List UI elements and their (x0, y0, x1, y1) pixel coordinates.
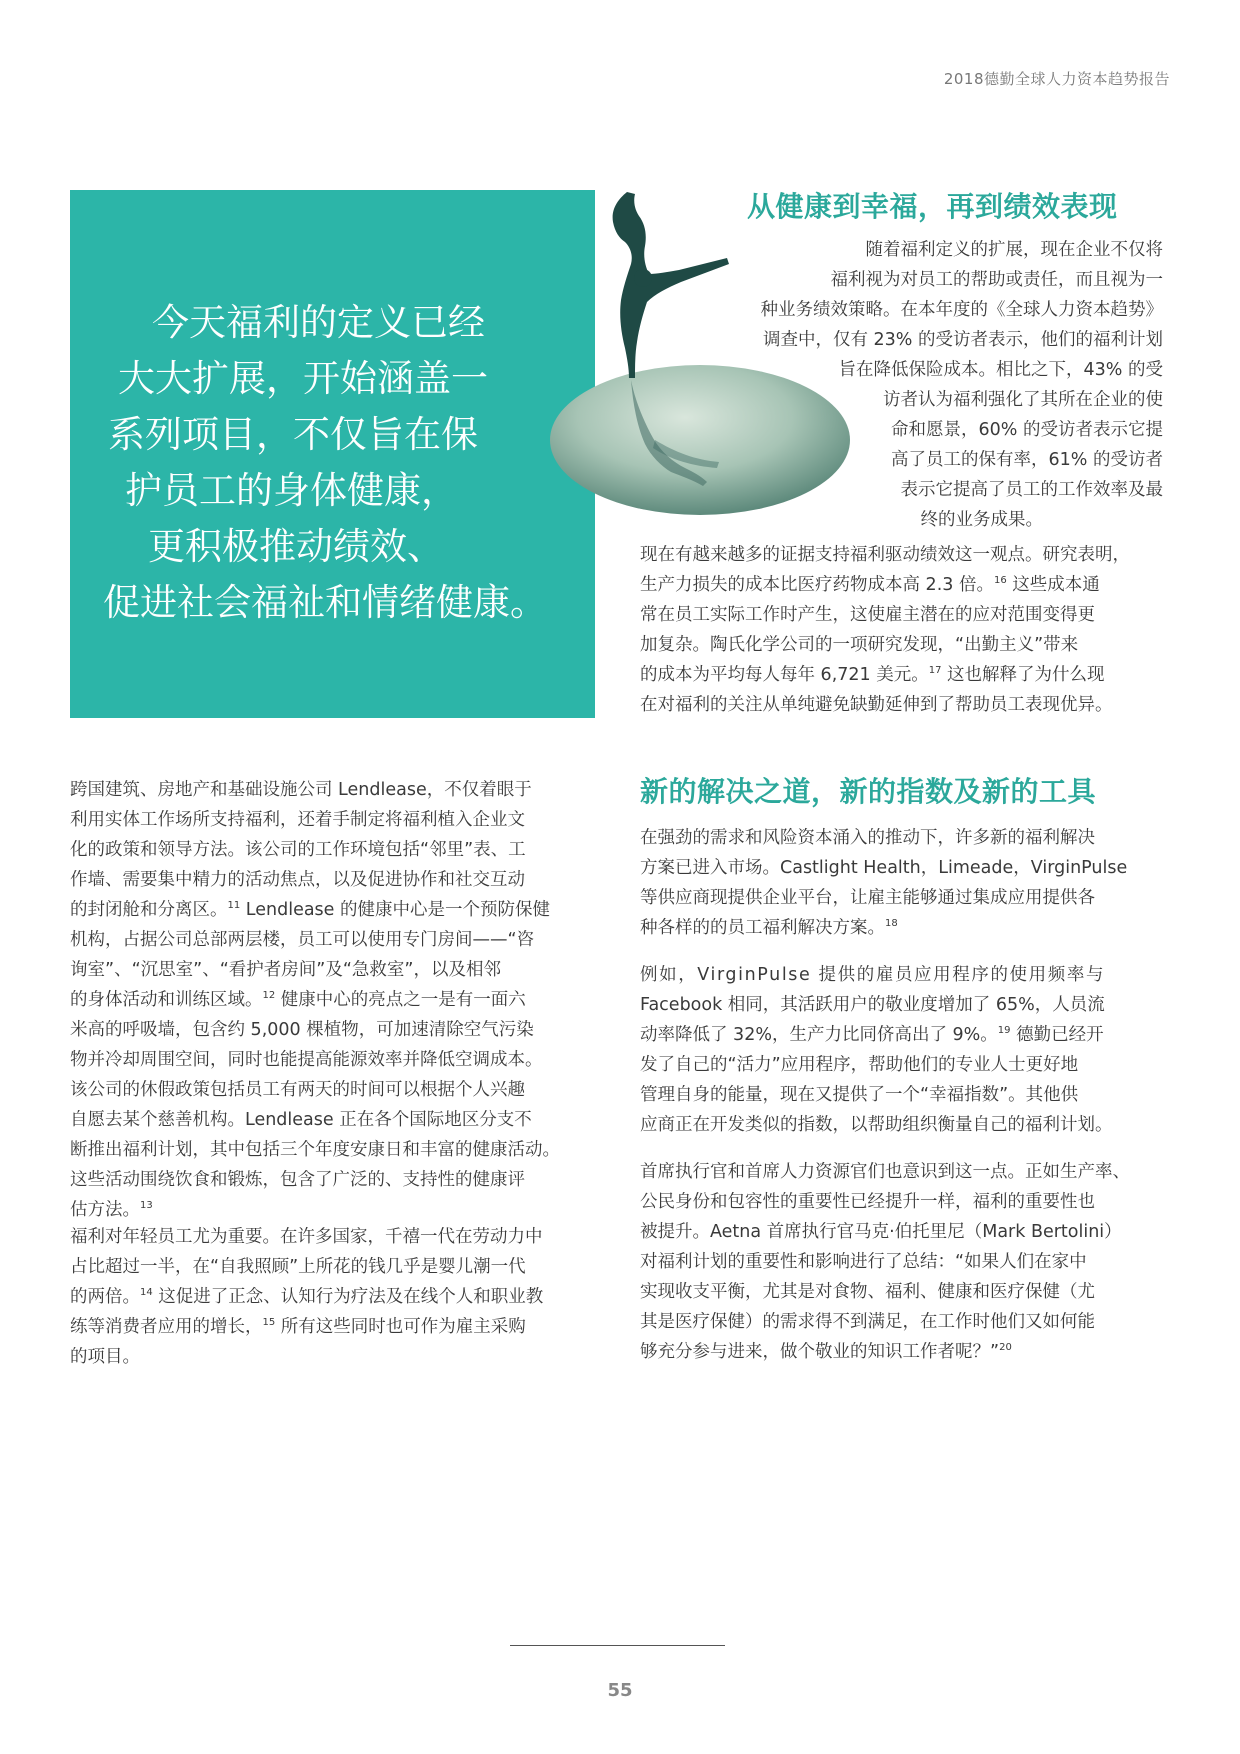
text-line: 终的业务成果。 (920, 510, 1043, 530)
text-segment: 的成本为平均每人每年 6,721 美元。 (640, 665, 929, 685)
text-segment: 的身体活动和训练区域。 (70, 990, 263, 1010)
text-line: 询室”、“沉思室”、“看护者房间”及“急救室”，以及相邻 (70, 960, 501, 980)
footnote-ref: 12 (262, 990, 276, 1002)
text-line: 物并冷却周围空间，同时也能提高能源效率并降低空调成本。 (70, 1050, 543, 1070)
ceo-paragraph (640, 1157, 1170, 1367)
text-line: 的项目。 (70, 1347, 140, 1367)
text-segment: 这也解释了为什么现 (941, 665, 1105, 685)
text-line: 加复杂。陶氏化学公司的一项研究发现，“出勤主义”带来 (640, 635, 1079, 655)
text-segment: 所有这些同时也可作为雇主采购 (275, 1317, 526, 1337)
text-line (640, 660, 1170, 690)
section1-intro-paragraph (603, 235, 1163, 535)
text-line: 公民身份和包容性的重要性已经提升一样，福利的重要性也 (640, 1192, 1095, 1212)
text-line (640, 1020, 1170, 1050)
text-line: 表示它提高了员工的工作效率及最 (900, 480, 1163, 500)
text-line: 方案已进入市场。Castlight Health，Limeade，VirginPulse (640, 858, 1128, 878)
lendlease-paragraph (70, 775, 600, 1225)
footnote-ref: 18 (885, 918, 898, 930)
footnote-ref: 15 (262, 1317, 276, 1329)
section-heading-new-solutions: 新的解决之道，新的指数及新的工具 (640, 775, 1097, 808)
text-line: 对福利计划的重要性和影响进行了总结：“如果人们在家中 (640, 1252, 1087, 1272)
text-line: 例如，VirginPulse 提供的雇员应用程序的使用频率与 (640, 965, 1106, 985)
pull-quote-panel (70, 190, 595, 718)
virginpulse-paragraph (640, 960, 1170, 1140)
text-line: 在强劲的需求和风险资本涌入的推动下，许多新的福利解决 (640, 828, 1095, 848)
text-line (70, 895, 600, 925)
text-line (70, 985, 600, 1015)
text-line: Facebook 相同，其活跃用户的敬业度增加了 65%，人员流 (640, 995, 1105, 1015)
text-segment: 的封闭舱和分离区。 (70, 900, 228, 920)
text-segment: 练等消费者应用的增长， (70, 1317, 263, 1337)
footnote-ref: 19 (997, 1025, 1011, 1037)
text-line: 其是医疗保健）的需求得不到满足，在工作时他们又如何能 (640, 1312, 1095, 1332)
text-line: 作墙、需要集中精力的活动焦点，以及促进协作和社交互动 (70, 870, 525, 890)
text-line: 常在员工实际工作时产生，这使雇主潜在的应对范围变得更 (640, 605, 1095, 625)
text-line: 现在有越来越多的证据支持福利驱动绩效这一观点。研究表明， (640, 545, 1130, 565)
text-line: 断推出福利计划，其中包括三个年度安康日和丰富的健康活动。 (70, 1140, 560, 1160)
text-segment: 估方法。 (70, 1200, 140, 1220)
text-line (70, 1312, 600, 1342)
text-line: 米高的呼吸墙，包含约 5,000 棵植物，可加速清除空气污染 (70, 1020, 534, 1040)
text-segment: 动率降低了 32%，生产力比同侪高出了 9%。 (640, 1025, 998, 1045)
text-line: 在对福利的关注从单纯避免缺勤延伸到了帮助员工表现优异。 (640, 695, 1113, 715)
pull-quote-line: 今天福利的定义已经 (152, 301, 485, 344)
text-line (640, 913, 1170, 943)
footnote-ref: 17 (928, 665, 942, 677)
text-segment: 德勤已经开 (1010, 1025, 1104, 1045)
text-line: 种业务绩效策略。在本年度的《全球人力资本趋势》 (760, 300, 1163, 320)
text-line: 福利对年轻员工尤为重要。在许多国家，千禧一代在劳动力中 (70, 1227, 543, 1247)
text-segment: 这些成本通 (1006, 575, 1100, 595)
footnote-ref: 13 (140, 1200, 153, 1212)
text-segment: 的两倍。 (70, 1287, 140, 1307)
pull-quote-line: 系列项目，不仅旨在保 (108, 413, 478, 456)
text-line (70, 1282, 600, 1312)
text-segment: 够充分参与进来，做个敬业的知识工作者呢？” (640, 1342, 1000, 1362)
text-line (640, 570, 1170, 600)
pull-quote-line: 更积极推动绩效、 (148, 525, 444, 568)
text-line: 等供应商现提供企业平台，让雇主能够通过集成应用提供各 (640, 888, 1095, 908)
footer-divider (510, 1645, 725, 1646)
footnote-ref: 20 (999, 1342, 1012, 1354)
text-line: 访者认为福利强化了其所在企业的使 (883, 390, 1163, 410)
text-line: 自愿去某个慈善机构。Lendlease 正在各个国际地区分支不 (70, 1110, 532, 1130)
pull-quote-text (70, 295, 595, 631)
text-line: 高了员工的保有率，61% 的受访者 (891, 450, 1163, 470)
section-heading-wellbeing: 从健康到幸福，再到绩效表现 (747, 190, 1118, 223)
text-line: 首席执行官和首席人力资源官们也意识到这一点。正如生产率、 (640, 1162, 1130, 1182)
text-line: 跨国建筑、房地产和基础设施公司 Lendlease，不仅着眼于 (70, 780, 532, 800)
text-line: 福利视为对员工的帮助或责任，而且视为一 (830, 270, 1163, 290)
report-header-title: 2018德勤全球人力资本趋势报告 (943, 70, 1170, 88)
pull-quote-line: 护员工的身体健康， (125, 469, 458, 512)
text-line: 占比超过一半，在“自我照顾”上所花的钱几乎是婴儿潮一代 (70, 1257, 526, 1277)
vendors-paragraph (640, 823, 1170, 943)
page-number: 55 (607, 1680, 633, 1701)
pull-quote-line: 促进社会福祉和情绪健康。 (103, 581, 547, 624)
text-line (640, 1337, 1170, 1367)
footnote-ref: 16 (993, 575, 1007, 587)
text-segment: 生产力损失的成本比医疗药物成本高 2.3 倍。 (640, 575, 994, 595)
text-line: 管理自身的能量，现在又提供了一个“幸福指数”。其他供 (640, 1085, 1079, 1105)
text-line: 化的政策和领导方法。该公司的工作环境包括“邻里”表、工 (70, 840, 526, 860)
text-line (70, 1195, 600, 1225)
footnote-ref: 11 (227, 900, 241, 912)
text-line: 实现收支平衡，尤其是对食物、福利、健康和医疗保健（尤 (640, 1282, 1095, 1302)
millennials-paragraph (70, 1222, 600, 1372)
text-line: 应商正在开发类似的指数，以帮助组织衡量自己的福利计划。 (640, 1115, 1113, 1135)
text-segment: 种各样的的员工福利解决方案。 (640, 918, 885, 938)
text-line: 命和愿景，60% 的受访者表示它提 (891, 420, 1163, 440)
text-line: 这些活动围绕饮食和锻炼，包含了广泛的、支持性的健康评 (70, 1170, 525, 1190)
section1-evidence-paragraph (640, 540, 1170, 720)
text-line: 发了自己的“活力”应用程序，帮助他们的专业人士更好地 (640, 1055, 1079, 1075)
text-line: 该公司的休假政策包括员工有两天的时间可以根据个人兴趣 (70, 1080, 525, 1100)
text-segment: 健康中心的亮点之一是有一面六 (275, 990, 526, 1010)
text-line: 机构，占据公司总部两层楼，员工可以使用专门房间——“咨 (70, 930, 535, 950)
text-segment: 这促进了正念、认知行为疗法及在线个人和职业教 (152, 1287, 544, 1307)
text-line: 利用实体工作场所支持福利，还着手制定将福利植入企业文 (70, 810, 525, 830)
pull-quote-line: 大大扩展，开始涵盖一 (118, 357, 488, 400)
text-segment: Lendlease 的健康中心是一个预防保健 (240, 900, 551, 920)
footnote-ref: 14 (140, 1287, 153, 1299)
text-line: 被提升。Aetna 首席执行官马克·伯托里尼（Mark Bertolini） (640, 1222, 1122, 1242)
text-line: 旨在降低保险成本。相比之下，43% 的受 (838, 360, 1163, 380)
text-line: 调查中，仅有 23% 的受访者表示，他们的福利计划 (762, 330, 1163, 350)
text-line: 随着福利定义的扩展，现在企业不仅将 (865, 240, 1163, 260)
